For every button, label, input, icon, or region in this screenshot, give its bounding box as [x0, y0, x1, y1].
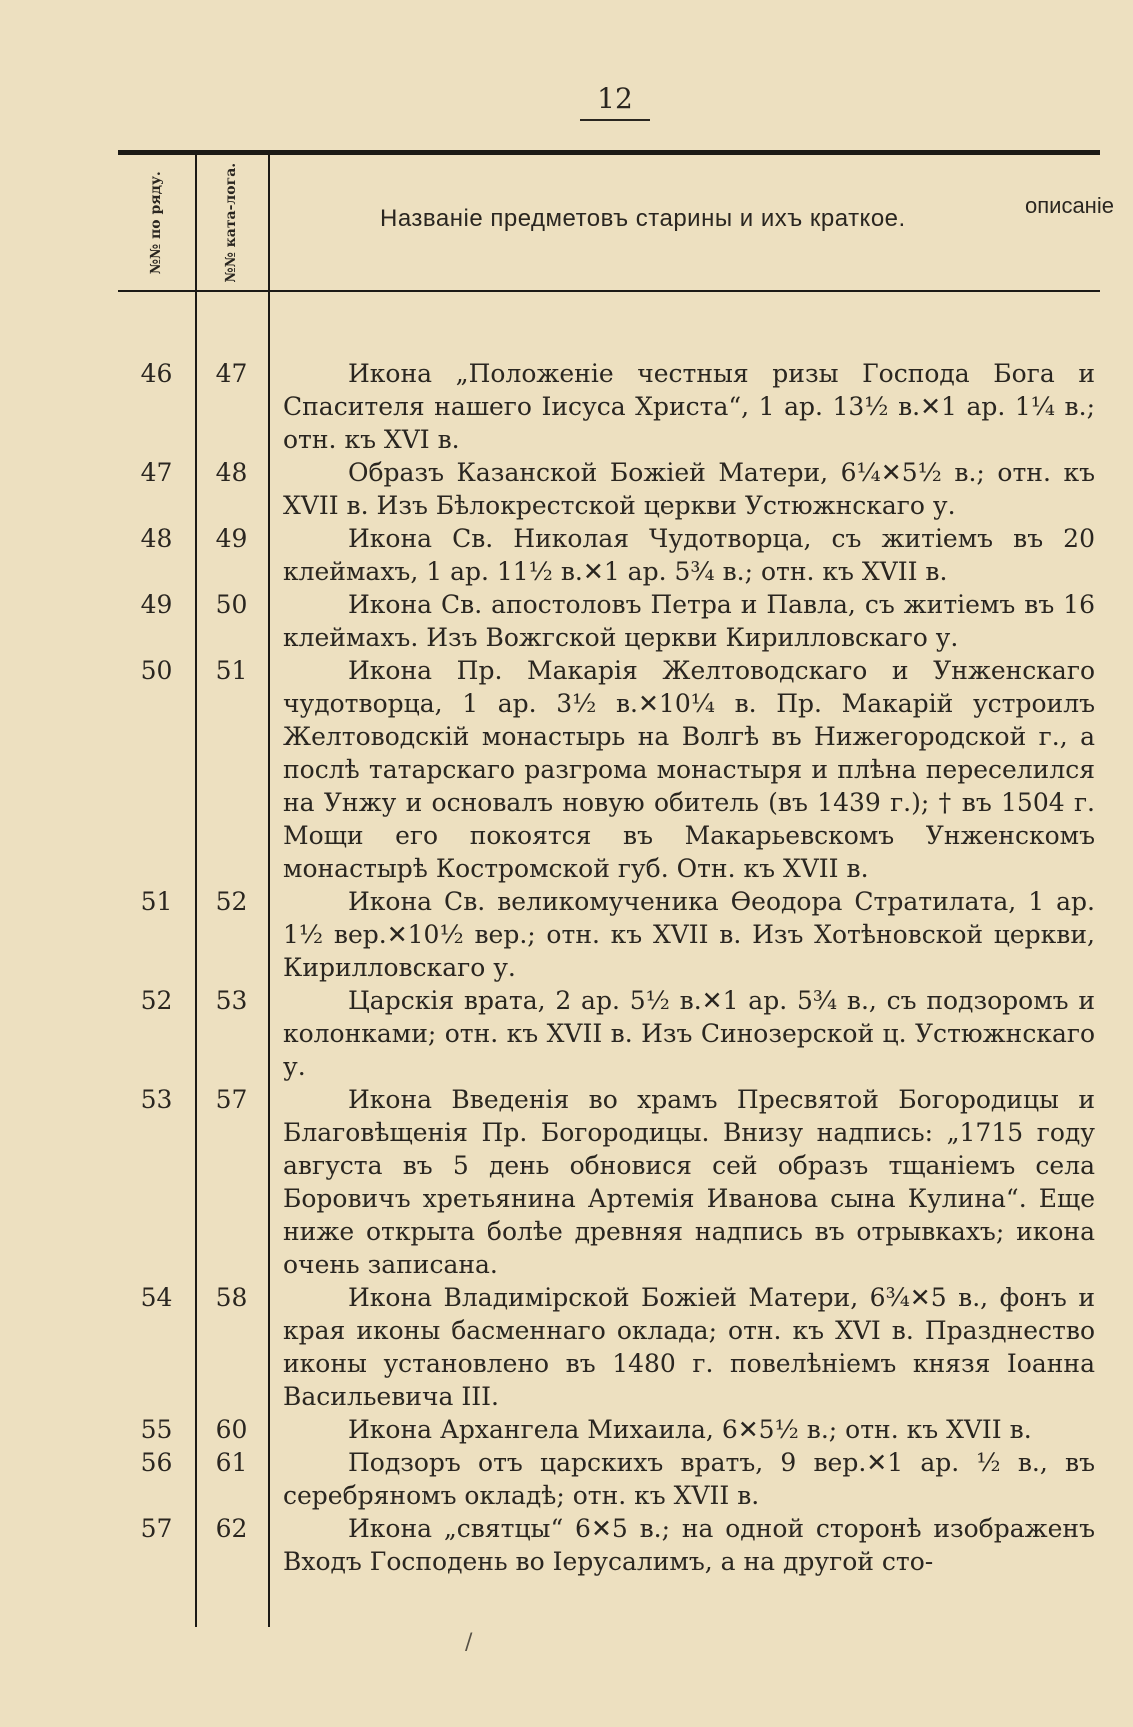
row-description: Подзоръ отъ царскихъ вратъ, 9 вер.✕1 ар. ½ в., въ серебряномъ окладѣ; отн. къ XVII в. [283, 1448, 1095, 1510]
row-catalog-number: 57 [215, 1085, 248, 1114]
row-description: Образъ Казанской Божiей Матери, 6¼✕5½ в.; отн. къ XVII в. Изъ Бѣлокрестской церкви Устюжнскаго у. [283, 458, 1095, 520]
table-row [118, 456, 1100, 522]
row-description: Икона Владимiрской Божiей Матери, 6¾✕5 в., фонъ и края иконы басменнаго оклада; отн. къ XVI в. Празднество иконы установлено въ 1480 г. повелѣнiемъ князя Iоанна Васильевича III. [283, 1283, 1095, 1411]
header-col-catalog-number-label: №№ ката-лога. [223, 162, 240, 283]
row-catalog-number: 53 [215, 986, 248, 1015]
table-row [118, 654, 1100, 885]
table-row [118, 357, 1100, 456]
row-catalog-number: 62 [215, 1514, 248, 1543]
row-description: Икона Св. апостоловъ Петра и Павла, съ житiемъ въ 16 клеймахъ. Изъ Вожгской церкви Кирилловскаго у. [283, 590, 1095, 652]
row-description: Икона Архангела Михаила, 6✕5½ в.; отн. къ XVII в. [348, 1415, 1032, 1444]
header-col-order-number [122, 160, 192, 285]
row-catalog-number: 48 [215, 458, 248, 487]
table-row [118, 1083, 1100, 1281]
row-order-number: 52 [140, 986, 173, 1015]
table-header-rule [118, 290, 1100, 292]
row-description: Икона Св. Николая Чудотворца, съ житiемъ въ 20 клеймахъ, 1 ар. 11½ в.✕1 ар. 5¾ в.; отн. къ XVII в. [283, 524, 1095, 586]
table-row [118, 984, 1100, 1083]
row-description: Икона „Положенiе честныя ризы Господа Бога и Спасителя нашего Iисуса Христа“, 1 ар. 13½ в.✕1 ар. 1¼ в.; отн. къ XVI в. [283, 359, 1095, 454]
row-order-number: 51 [140, 887, 173, 916]
row-order-number: 55 [140, 1415, 173, 1444]
row-catalog-number: 47 [215, 359, 248, 388]
row-order-number: 47 [140, 458, 173, 487]
row-description: Икона Св. великомученика Өеодора Стратилата, 1 ар. 1½ вер.✕10½ вер.; отн. къ XVII в. Изъ Хотѣновской церкви, Кирилловскаго у. [283, 887, 1095, 982]
row-description: Икона Пр. Макарiя Желтоводскаго и Унженскаго чудотворца, 1 ар. 3½ в.✕10¼ в. Пр. Макарiй устроилъ Желтоводскiй монастырь на Волгѣ въ Нижегородской г., а послѣ татарскаго разгрома монастыря и плѣна переселился на Унжу и основалъ новую обитель (въ 1439 г.); † въ 1504 г. Мощи его покоятся въ Макарьевскомъ Унженскомъ монастырѣ Костромской губ. Отн. къ XVII в. [283, 656, 1095, 883]
row-order-number: 48 [140, 524, 173, 553]
stray-mark: / [465, 1630, 473, 1655]
row-order-number: 57 [140, 1514, 173, 1543]
row-order-number: 56 [140, 1448, 173, 1477]
table-top-rule [118, 150, 1100, 155]
header-col-catalog-number [197, 160, 267, 285]
row-catalog-number: 50 [215, 590, 248, 619]
row-catalog-number: 49 [215, 524, 248, 553]
row-order-number: 50 [140, 656, 173, 685]
header-col-order-number-label: №№ по ряду. [148, 170, 165, 275]
table-row [118, 522, 1100, 588]
header-title-extra: описанiе [1025, 193, 1114, 218]
row-description: Икона Введенiя во храмъ Пресвятой Богородицы и Благовѣщенiя Пр. Богородицы. Внизу надпись: „1715 году августа въ 5 день обновися сей образъ тщанiемъ села Боровичъ хретьянина Артемiя Иванова сына Кулина“. Еще ниже открыта болѣе древняя надпись въ отрывкахъ; икона очень записана. [283, 1085, 1095, 1279]
row-order-number: 49 [140, 590, 173, 619]
row-description: Царскiя врата, 2 ар. 5½ в.✕1 ар. 5¾ в., съ подзоромъ и колонками; отн. къ XVII в. Изъ Синозерской ц. Устюжнскаго у. [283, 986, 1095, 1081]
row-order-number: 46 [140, 359, 173, 388]
row-catalog-number: 60 [215, 1415, 248, 1444]
table-row [118, 885, 1100, 984]
row-order-number: 54 [140, 1283, 173, 1312]
row-description: Икона „святцы“ 6✕5 в.; на одной сторонѣ изображенъ Входъ Господень во Iерусалимъ, а на другой сто- [283, 1514, 1095, 1576]
table-body [118, 357, 1100, 1578]
row-catalog-number: 58 [215, 1283, 248, 1312]
page-number: 12 [580, 82, 650, 121]
row-catalog-number: 52 [215, 887, 248, 916]
table-row [118, 1413, 1100, 1446]
row-catalog-number: 61 [215, 1448, 248, 1477]
header-title: Названiе предметовъ старины и ихъ краткое. [380, 205, 906, 232]
table-row [118, 1512, 1100, 1578]
row-order-number: 53 [140, 1085, 173, 1114]
table-row [118, 1281, 1100, 1413]
table-row [118, 1446, 1100, 1512]
row-catalog-number: 51 [215, 656, 248, 685]
table-row [118, 588, 1100, 654]
